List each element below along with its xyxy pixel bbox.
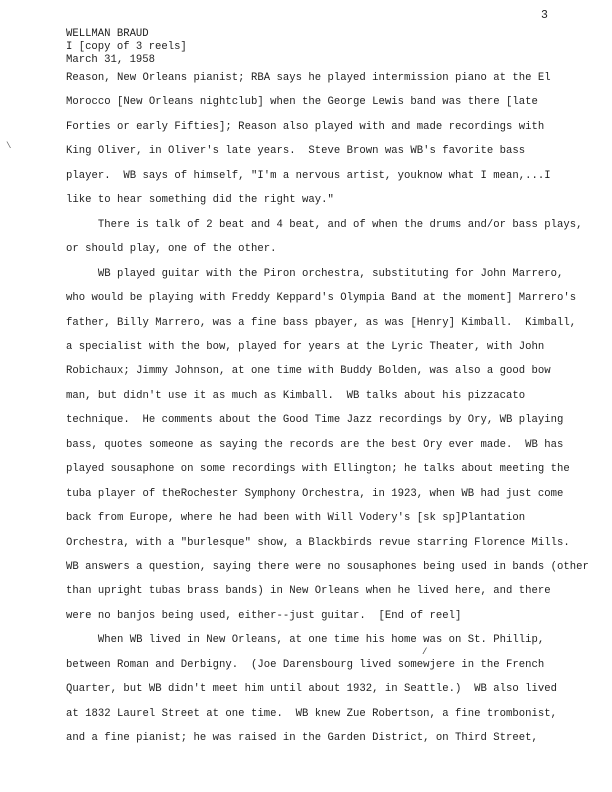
transcript-line: a specialist with the bow, played for years at the Lyric Theater, with John (66, 340, 545, 353)
reel-info: I [copy of 3 reels] (66, 41, 187, 54)
transcript-line: Forties or early Fifties]; Reason also played with and made recordings with (66, 120, 545, 133)
transcript-line: at 1832 Laurel Street at one time. WB knew Zue Robertson, a fine trombonist, (66, 707, 558, 720)
transcript-line: Robichaux; Jimmy Johnson, at one time with Buddy Bolden, was also a good bow (66, 365, 551, 378)
document-header (66, 28, 187, 68)
transcript-line: Orchestra, with a "burlesque" show, a Blackbirds revue starring Florence Mills. (66, 536, 570, 549)
transcript-line: than upright tubas brass bands) in New Orleans when he lived here, and there (66, 585, 551, 598)
transcript-line: WB answers a question, saying there were no sousaphones being used in bands (other (66, 561, 589, 573)
margin-mark: \ (6, 141, 12, 151)
transcript-line: There is talk of 2 beat and 4 beat, and of when the drums and/or bass plays, (66, 218, 583, 231)
transcript-line: Morocco [New Orleans nightclub] when the George Lewis band was there [late (66, 96, 538, 109)
transcript-line: tuba player of theRochester Symphony Orchestra, in 1923, when WB had just come (66, 487, 564, 500)
stray-mark: / (422, 647, 428, 657)
interviewee-name: WELLMAN BRAUD (66, 28, 149, 40)
transcript-line: man, but didn't use it as much as Kimball. WB talks about his pizzacato (66, 389, 526, 402)
transcript-line: or should play, one of the other. (66, 243, 277, 256)
transcript-line: and a fine pianist; he was raised in the Garden District, on Third Street, (66, 732, 538, 745)
transcript-line: Quarter, but WB didn't meet him until about 1932, in Seattle.) WB also lived (66, 683, 558, 696)
transcript-line: played sousaphone on some recordings with Ellington; he talks about meeting the (66, 463, 570, 476)
page-number: 3 (541, 9, 548, 22)
transcript-line: who would be playing with Freddy Keppard's Olympia Band at the moment] Marrero's (66, 292, 577, 305)
transcript-line: back from Europe, where he had been with Will Vodery's [sk sp]Plantation (66, 512, 526, 525)
transcript-line: were no banjos being used, either--just guitar. [End of reel] (66, 609, 462, 622)
transcript-line: bass, quotes someone as saying the records are the best Ory ever made. WB has (66, 438, 564, 451)
transcript-line: King Oliver, in Oliver's late years. Steve Brown was WB's favorite bass (66, 145, 526, 158)
transcript-line: technique. He comments about the Good Time Jazz recordings by Ory, WB playing (66, 414, 564, 427)
transcript-line: WB played guitar with the Piron orchestra, substituting for John Marrero, (66, 267, 564, 280)
transcript-line: like to hear something did the right way." (66, 194, 334, 207)
interview-date: March 31, 1958 (66, 54, 156, 67)
transcript-line: between Roman and Derbigny. (Joe Darensbourg lived somewjere in the French (66, 658, 545, 671)
transcript-line: When WB lived in New Orleans, at one time his home was on St. Phillip, (66, 634, 545, 647)
transcript-line: Reason, New Orleans pianist; RBA says he played intermission piano at the El (66, 72, 551, 84)
transcript-line: father, Billy Marrero, was a fine bass pbayer, as was [Henry] Kimball. Kimball, (66, 316, 577, 329)
transcript-line: player. WB says of himself, "I'm a nervous artist, youknow what I mean,...I (66, 169, 551, 182)
